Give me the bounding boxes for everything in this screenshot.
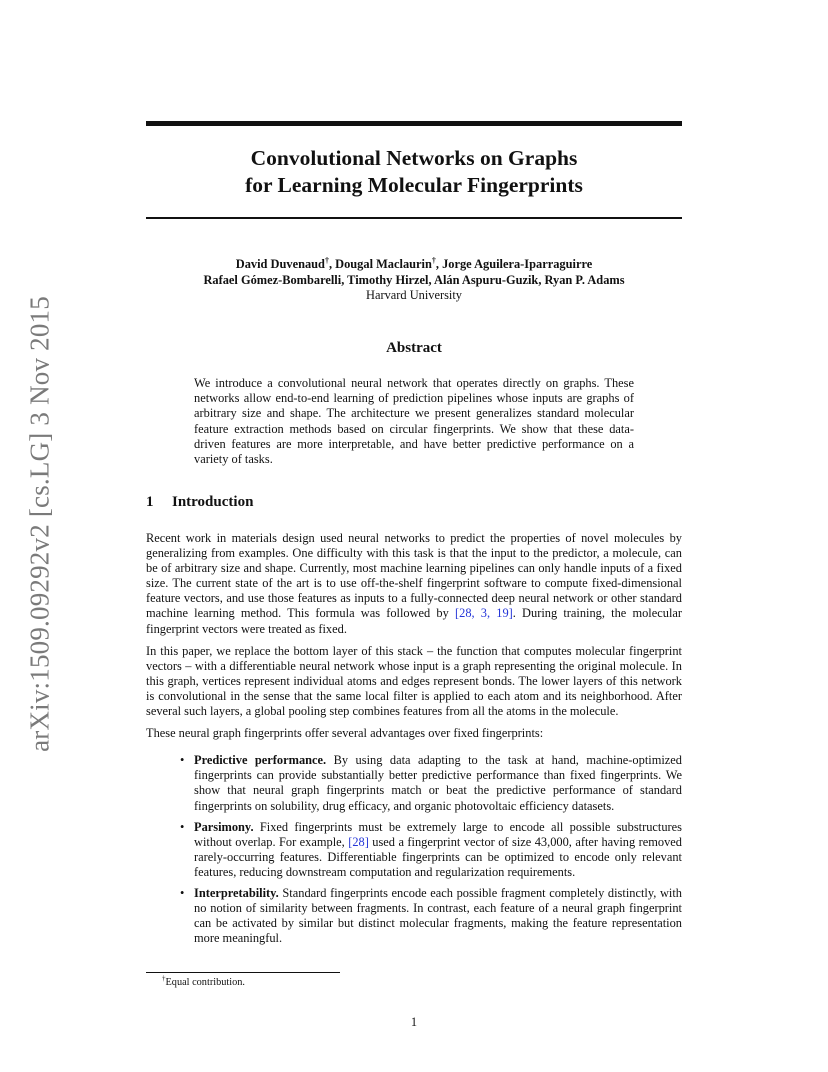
section-title: Introduction (172, 494, 254, 510)
footnote (162, 976, 245, 989)
paragraph-3: These neural graph fingerprints offer several advantages over fixed fingerprints: (146, 726, 544, 741)
author-duvenaud: David Duvenaud (235, 257, 325, 271)
bullet-text: By using data adapting to the task at hand, machine-optimized fingerprints can provide substantially better predictive performance than fixed fingerprints. We show that neural graph fingerprints match or beat the predictive performance of standard fingerprints on solubility, drug efficacy, and organic photovoltaic efficiency datasets. (194, 753, 682, 813)
list-item (194, 886, 682, 946)
dagger-mark-2: † (431, 255, 436, 265)
author-line-2: Rafael Gómez-Bombarelli, Timothy Hirzel, Alán Aspuru-Guzik, Ryan P. Adams (203, 272, 625, 287)
citation-link-28-3-19[interactable]: [28, 3, 19] (455, 606, 513, 621)
citation-link-28[interactable]: [28] (348, 834, 369, 849)
bullet-heading: Interpretability. (194, 885, 279, 900)
bullet-text: Standard fingerprints encode each possible fragment completely distinctly, with no notion of similarity between fragments. In contrast, each feature of a neural graph fingerprint can be activated by similar but distinct molecular fragments, making the feature representation more meaningful. (194, 885, 682, 946)
affiliation: Harvard University (366, 288, 462, 302)
bullet-heading: Predictive performance. (194, 753, 327, 768)
bullet-heading: Parsimony. (194, 819, 254, 834)
list-item (194, 753, 682, 813)
author-line-1 (146, 257, 682, 273)
bullet-text: Fixed fingerprints must be extremely large to encode all possible substructures without overlap. For example, (194, 819, 682, 849)
title-bottom-rule (146, 217, 682, 219)
title-line-2: for Learning Molecular Fingerprints (245, 173, 583, 197)
section-heading-introduction (146, 494, 253, 511)
page-number: 1 (410, 1015, 418, 1029)
title-line-1: Convolutional Networks on Graphs (250, 146, 578, 170)
author-aguilera: , Jorge Aguilera-Iparraguirre (435, 257, 593, 271)
arxiv-identifier: arXiv:1509.09292v2 [cs.LG] 3 Nov 2015 (24, 296, 55, 752)
introduction-body (146, 531, 682, 952)
title-top-rule (146, 121, 682, 126)
author-maclaurin: , Dougal Maclaurin (328, 257, 432, 271)
abstract-heading: Abstract (386, 340, 442, 356)
dagger-mark-1: † (324, 255, 329, 265)
arxiv-side-stamp (22, 290, 58, 758)
paragraph-1-text-b: . During training, the molecular fingerprint vectors were treated as fixed. (146, 606, 683, 636)
paragraph-2: In this paper, we replace the bottom layer of this stack – the function that computes molecular fingerprint vectors – with a differentiable neural network whose input is a graph representing the original molecule. In this graph, vertices represent individual atoms and edges represent bonds. The lower layers of this network is convolutional in the sense that the same local filter is applied to each atom and its neighborhood. After several such layers, a global pooling step combines features from all the atoms in the molecule. (146, 643, 682, 719)
footnote-dagger: † (162, 974, 166, 983)
section-number: 1 (146, 494, 154, 510)
paragraph-1 (146, 531, 682, 637)
abstract-text: We introduce a convolutional neural network that operates directly on graphs. These networks allow end-to-end learning of prediction pipelines whose inputs are graphs of arbitrary size and shape. The architecture we present generalizes standard molecular feature extraction methods based on circular fingerprints. We show that these data-driven features are more interpretable, and have better predictive performance on a variety of tasks. (194, 376, 634, 467)
footnote-text: Equal contribution. (165, 977, 245, 988)
advantages-list (146, 753, 682, 946)
author-block (146, 257, 682, 304)
bullet-text-continued: used a fingerprint vector of size 43,000, after having removed rarely-occurring features. Differentiable fingerprints can be optimized to encode only relevant features, reducing downstream computation and regularization requirements. (194, 834, 682, 879)
footnote-rule (146, 972, 340, 973)
paragraph-1-text-a: Recent work in materials design used neural networks to predict the properties of novel molecules by generalizing from examples. One difficulty with this task is that the input to the predictor, a molecule, can be of arbitrary size and shape. Currently, most machine learning pipelines can only handle inputs of a fixed size. The current state of the art is to use off-the-shelf fingerprint software to compute fixed-dimensional feature vectors, and use those features as inputs to a fully-connected deep neural network or other standard machine learning method. This formula was followed by (146, 531, 682, 621)
list-item (194, 820, 682, 880)
paper-title (146, 145, 682, 199)
